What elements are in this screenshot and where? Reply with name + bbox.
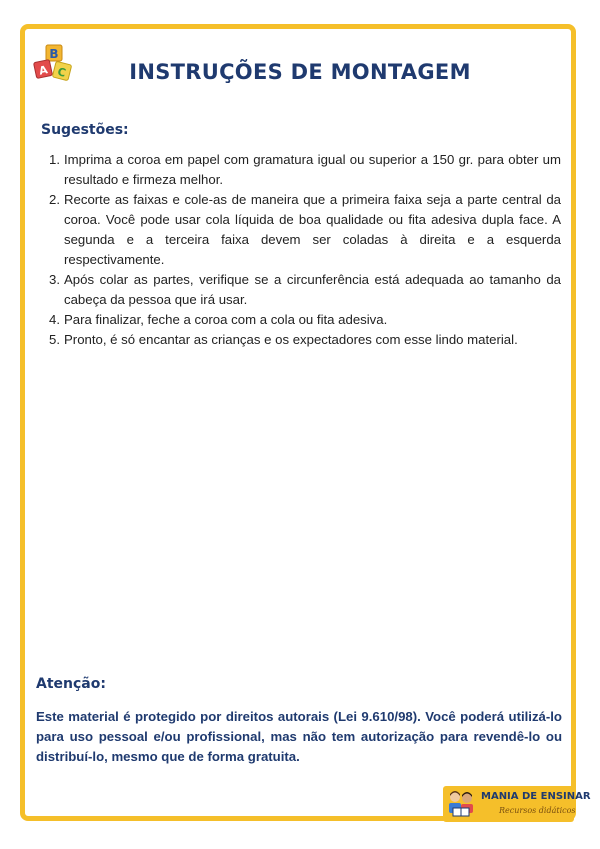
- list-item-text: Recorte as faixas e cole-as de maneira que a primeira faixa seja a parte central da coroa. Você pode usar cola líquida de boa qualidade ou fita adesiva dupla face. A segunda e a terceira faixa devem ser coladas à direita e a esquerda respectivamente.: [64, 192, 561, 267]
- suggestions-label: Sugestões:: [41, 122, 129, 138]
- list-item: [41, 270, 561, 310]
- list-item-number: 2.: [49, 192, 60, 207]
- list-item: [41, 330, 561, 350]
- list-item: [41, 150, 561, 190]
- list-item-text: Para finalizar, feche a coroa com a cola ou fita adesiva.: [64, 312, 388, 327]
- list-item-text: Imprima a coroa em papel com gramatura igual ou superior a 150 gr. para obter um resultado e firmeza melhor.: [64, 152, 561, 187]
- brand-logo: [443, 786, 591, 822]
- list-item-text: Pronto, é só encantar as crianças e os expectadores com esse lindo material.: [64, 332, 518, 347]
- copyright-notice: Este material é protegido por direitos autorais (Lei 9.610/98). Você poderá utilizá-lo para uso pessoal e/ou profissional, mas não tem autorização para revendê-lo ou distribuí-lo, mesmo que de forma gratuita.: [36, 709, 562, 764]
- attention-label: Atenção:: [36, 676, 106, 692]
- list-item-number: 4.: [49, 312, 60, 327]
- list-item-number: 3.: [49, 272, 60, 287]
- block-letter-b: B: [49, 47, 59, 61]
- list-item-text: Após colar as partes, verifique se a circunferência está adequada ao tamanho da cabeça da pessoa que irá usar.: [64, 272, 561, 307]
- block-letter-a: A: [37, 63, 49, 78]
- brand-name: MANIA DE ENSINAR: [481, 791, 591, 802]
- list-item-number: 5.: [49, 332, 60, 347]
- suggestions-list: [41, 150, 561, 350]
- page-title: INSTRUÇÕES DE MONTAGEM: [129, 60, 471, 84]
- brand-tagline: Recursos didáticos: [499, 806, 576, 815]
- block-letter-c: C: [56, 65, 68, 80]
- list-item: [41, 310, 561, 330]
- page-frame: [20, 24, 576, 821]
- kids-reading-icon: [445, 788, 477, 820]
- list-item: [41, 190, 561, 270]
- list-item-number: 1.: [49, 152, 60, 167]
